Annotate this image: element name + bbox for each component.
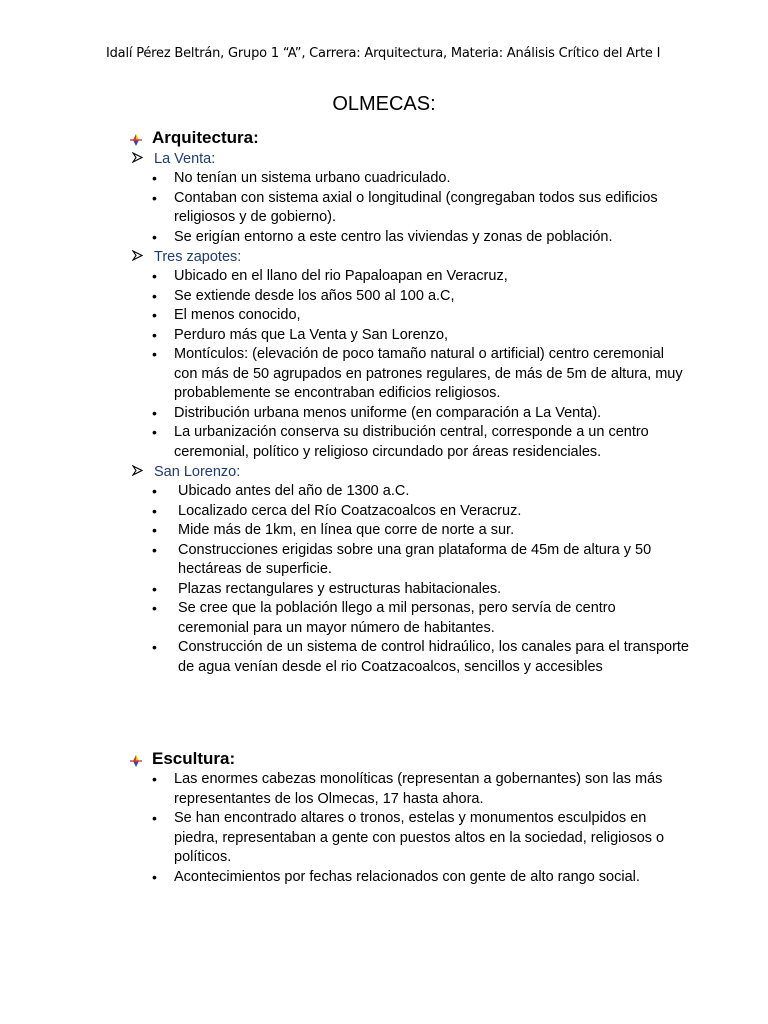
section-arquitectura	[130, 127, 690, 677]
list-item: • Se extiende desde los años 500 al 100 a.C,	[152, 287, 690, 307]
list-item: • Se cree que la población llego a mil personas, pero servía de centro ceremonial para un mayor número de habitantes.	[152, 599, 690, 638]
bullet-list	[130, 169, 690, 247]
subsection-san-lorenzo	[130, 462, 690, 482]
subsection-title: San Lorenzo:	[154, 464, 241, 480]
bullet-list	[130, 267, 690, 462]
arrowhead-icon	[130, 152, 154, 166]
list-item: • Localizado cerca del Río Coatzacoalcos en Veracruz.	[152, 502, 690, 522]
list-item: • La urbanización conserva su distribución central, corresponde a un centro ceremonial, político y religioso circundado por áreas residenciales.	[152, 423, 690, 462]
arrowhead-icon	[130, 250, 154, 264]
bullet-list	[130, 482, 690, 677]
list-item: • Distribución urbana menos uniforme (en comparación a La Venta).	[152, 404, 690, 424]
document-header: Idalí Pérez Beltrán, Grupo 1 “A”, Carrera: Arquitectura, Materia: Análisis Crítico del Arte I	[106, 46, 661, 61]
list-item: • Acontecimientos por fechas relacionados con gente de alto rango social.	[152, 868, 690, 888]
section-heading-row	[130, 127, 690, 149]
list-item: • Las enormes cabezas monolíticas (representan a gobernantes) son las más representantes de los Olmecas, 17 hasta ahora.	[152, 770, 690, 809]
four-color-diamond-icon	[130, 133, 142, 145]
subsection-title: La Venta:	[154, 151, 216, 167]
list-item: • Construcciones erigidas sobre una gran plataforma de 45m de altura y 50 hectáreas de superficie.	[152, 541, 690, 580]
list-item: • Se erigían entorno a este centro las viviendas y zonas de población.	[152, 228, 690, 248]
subsection-la-venta	[130, 149, 690, 169]
list-item: • Plazas rectangulares y estructuras habitacionales.	[152, 580, 690, 600]
page-title: OLMECAS:	[332, 93, 436, 115]
section-heading-row	[130, 748, 690, 770]
list-item: • Ubicado antes del año de 1300 a.C.	[152, 482, 690, 502]
section-escultura	[130, 748, 690, 887]
list-item: • Perduro más que La Venta y San Lorenzo,	[152, 326, 690, 346]
list-item: • Montículos: (elevación de poco tamaño natural o artificial) centro ceremonial con más de 50 agrupados en patrones regulares, de más de 5m de altura, muy probablemente se encontraban edificios religiosos.	[152, 345, 690, 404]
section-heading: Arquitectura:	[152, 128, 259, 147]
list-item: • Mide más de 1km, en línea que corre de norte a sur.	[152, 521, 690, 541]
list-item: • El menos conocido,	[152, 306, 690, 326]
four-color-diamond-icon	[130, 754, 142, 766]
bullet-list	[130, 770, 690, 887]
list-item: • Contaban con sistema axial o longitudinal (congregaban todos sus edificios religiosos y de gobierno).	[152, 189, 690, 228]
subsection-tres-zapotes	[130, 247, 690, 267]
section-heading: Escultura:	[152, 749, 236, 768]
list-item: • Se han encontrado altares o tronos, estelas y monumentos esculpidos en piedra, representaban a gente con puestos altos en la sociedad, religiosos o políticos.	[152, 809, 690, 868]
arrowhead-icon	[130, 465, 154, 479]
list-item: • Ubicado en el llano del rio Papaloapan en Veracruz,	[152, 267, 690, 287]
subsection-title: Tres zapotes:	[154, 249, 242, 265]
list-item: • Construcción de un sistema de control hidraúlico, los canales para el transporte de agua venían desde el rio Coatzacoalcos, sencillos y accesibles	[152, 638, 690, 677]
list-item: • No tenían un sistema urbano cuadriculado.	[152, 169, 690, 189]
